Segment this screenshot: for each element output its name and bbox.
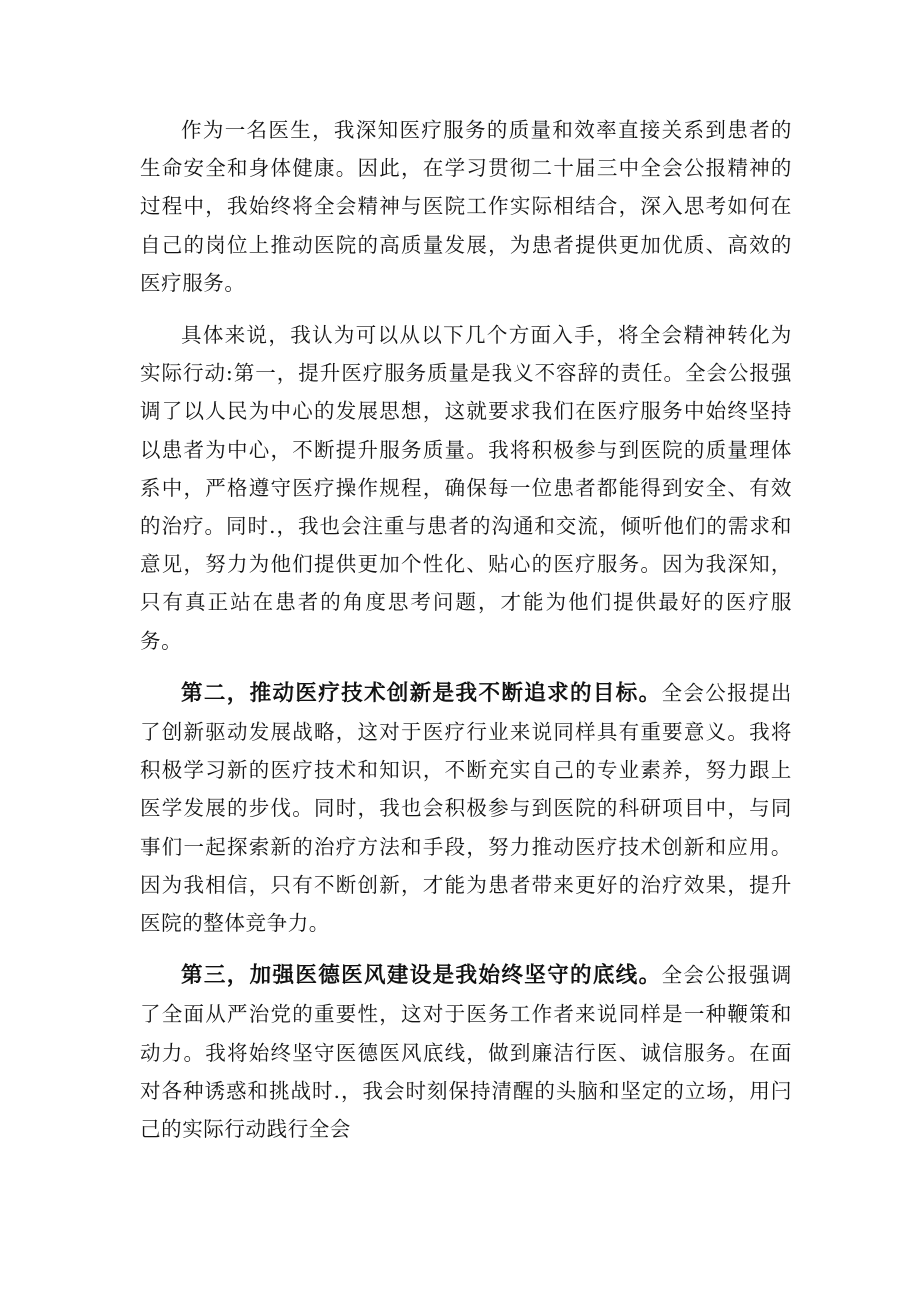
paragraph-second-point-heading: 第二，推动医疗技术创新是我不断追求的目标。	[181, 680, 662, 706]
paragraph-third-point-heading: 第三，加强医德医风建设是我始终坚守的底线。	[181, 963, 662, 989]
paragraph-third-point	[140, 956, 792, 1148]
paragraph-second-point	[140, 674, 792, 942]
paragraph-first-point	[140, 316, 792, 660]
paragraph-third-point-text: 全会公报强调了全面从严治党的重要性，这对于医务工作者来说同样是一种鞭策和动力。我将始终坚守医德医风底线，做到廉洁行医、诚信服务。在面对各种诱惑和挑战时.，我会时刻保持清醒的头脑和坚定的立场，用闩己的实际行动践行全会	[140, 963, 792, 1142]
paragraph-second-point-text: 全会公报提出了创新驱动发展战略，这对于医疗行业来说同样具有重要意义。我将积极学习新的医疗技术和知识，不断充实自己的专业素养，努力跟上医学发展的步伐。同时，我也会积极参与到医院的科研项目中，与同事们一起探索新的治疗方法和手段，努力推动医疗技术创新和应用。因为我相信，只有不断创新，才能为患者带来更好的治疗效果，提升医院的整体竞争力。	[140, 680, 792, 936]
paragraph-first-point-text: 具体来说，我认为可以从以下几个方面入手，将全会精神转化为实际行动:第一，提升医疗服务质量是我义不容辞的责任。全会公报强调了以人民为中心的发展思想，这就要求我们在医疗服务中始终坚持以患者为中心，不断提升服务质量。我将积极参与到医院的质量理体系中，严格遵守医疗操作规程，确保每一位患者都能得到安全、有效的治疗。同时.，我也会注重与患者的沟通和交流，倾听他们的需求和意见，努力为他们提供更加个性化、贴心的医疗服务。因为我深知，只有真正站在患者的角度思考问题，才能为他们提供最好的医疗服务。	[140, 323, 792, 653]
paragraph-intro	[140, 111, 792, 302]
paragraph-intro-text: 作为一名医生，我深知医疗服务的质量和效率直接关系到患者的生命安全和身体健康。因此，在学习贯彻二十届三中全会公报精神的过程中，我始终将全会精神与医院工作实际相结合，深入思考如何在自己的岗位上推动医院的高质量发展，为患者提供更加优质、高效的医疗服务。	[140, 118, 792, 295]
